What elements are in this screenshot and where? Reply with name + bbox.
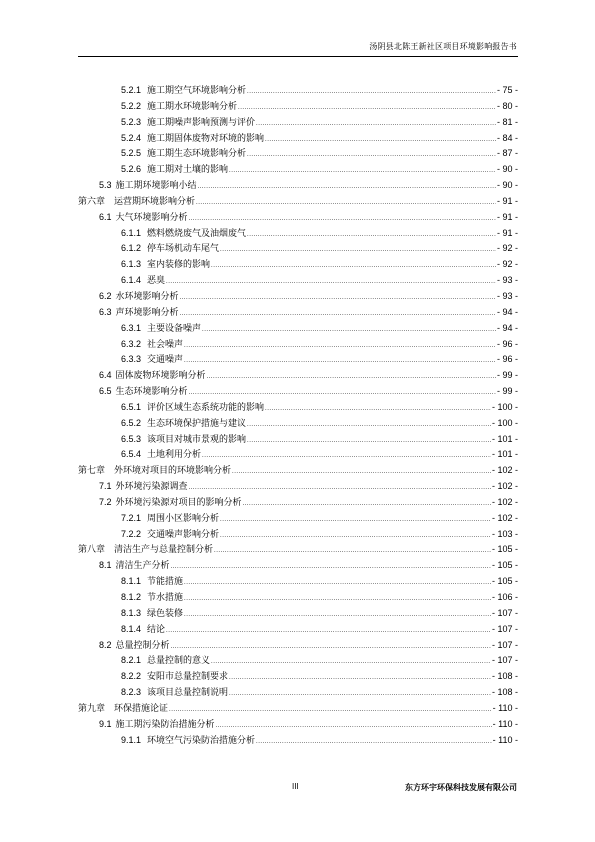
toc-dot-leader <box>207 370 496 386</box>
toc-entry-number: 8.2 <box>99 639 112 650</box>
toc-entry-title: 该项目总量控制说明 <box>147 688 229 699</box>
toc-entry[interactable] <box>78 638 518 654</box>
toc-entry-number: 5.2.6 <box>121 164 142 175</box>
toc-dot-leader <box>180 291 496 307</box>
toc-entry[interactable] <box>78 685 518 701</box>
toc-entry[interactable] <box>78 321 518 337</box>
toc-entry-title: 安阳市总量控制要求 <box>147 672 229 683</box>
toc-entry-number: 第七章 <box>78 465 106 476</box>
toc-entry-number: 6.2 <box>99 290 112 301</box>
toc-entry-title: 生态环境保护措施与建议 <box>147 418 247 429</box>
toc-entry-page: - 110 - <box>492 734 518 745</box>
toc-entry-title: 恶臭 <box>147 276 166 287</box>
toc-dot-leader <box>184 608 491 624</box>
toc-dot-leader <box>184 576 491 592</box>
toc-entry[interactable] <box>78 146 518 162</box>
toc-dot-leader <box>229 164 496 180</box>
toc-entry-page: - 102 - <box>491 481 518 492</box>
toc-entry[interactable] <box>78 289 518 305</box>
toc-entry-number: 7.2.2 <box>121 528 142 539</box>
toc-entry-page: - 94 - <box>496 306 518 317</box>
toc-entry[interactable] <box>78 210 518 226</box>
toc-entry-title: 外环境污染源对项目的影响分析 <box>115 497 242 508</box>
toc-entry-number: 5.2.3 <box>121 116 142 127</box>
toc-entry-page: - 93 - <box>496 290 518 301</box>
toc-dot-leader <box>247 148 496 164</box>
toc-entry-number: 6.5.4 <box>121 449 142 460</box>
toc-entry[interactable] <box>78 305 518 321</box>
toc-entry[interactable] <box>78 653 518 669</box>
toc-entry-title: 社会噪声 <box>147 339 184 350</box>
toc-entry-page: - 102 - <box>491 465 518 476</box>
toc-entry-page: - 102 - <box>491 496 518 507</box>
toc-entry-number: 5.3 <box>99 180 112 191</box>
toc-entry-page: - 91 - <box>496 227 518 238</box>
toc-entry-number: 第八章 <box>78 544 106 555</box>
toc-dot-leader <box>184 354 496 370</box>
toc-entry-title: 大气环境影响分析 <box>115 212 188 223</box>
toc-entry-title: 施工期生态环境影响分析 <box>147 149 247 160</box>
toc-entry-number: 5.2.4 <box>121 132 142 143</box>
toc-entry-title: 该项目对城市景观的影响 <box>147 434 247 445</box>
toc-entry-page: - 92 - <box>496 243 518 254</box>
toc-entry[interactable] <box>78 83 518 99</box>
toc-entry-title: 燃料燃烧废气及油烟废气 <box>147 228 247 239</box>
toc-entry-page: - 87 - <box>496 148 518 159</box>
toc-entry-page: - 84 - <box>496 132 518 143</box>
toc-dot-leader <box>211 259 496 275</box>
toc-dot-leader <box>229 671 491 687</box>
toc-entry[interactable] <box>78 606 518 622</box>
toc-entry-page: - 91 - <box>496 211 518 222</box>
toc-entry-page: - 103 - <box>491 528 518 539</box>
toc-entry[interactable] <box>78 527 518 543</box>
toc-entry-number: 6.1.1 <box>121 227 142 238</box>
toc-dot-leader <box>189 212 496 228</box>
toc-entry[interactable] <box>78 701 518 717</box>
table-of-contents <box>78 83 518 748</box>
toc-dot-leader <box>220 513 491 529</box>
toc-entry-number: 8.2.2 <box>121 671 142 682</box>
toc-entry[interactable] <box>78 574 518 590</box>
toc-entry[interactable] <box>78 558 518 574</box>
toc-entry-title: 结论 <box>147 624 166 635</box>
header-divider <box>78 56 518 57</box>
toc-dot-leader <box>216 719 492 735</box>
toc-entry-number: 6.3.1 <box>121 322 142 333</box>
toc-entry-title: 停车场机动车尾气 <box>147 244 220 255</box>
toc-entry-number: 8.1 <box>99 560 112 571</box>
toc-entry-number: 6.1.4 <box>121 275 142 286</box>
toc-entry[interactable] <box>78 115 518 131</box>
toc-entry[interactable] <box>78 273 518 289</box>
toc-entry-number: 7.1 <box>99 481 112 492</box>
footer-company-name: 东方环宇环保科技发展有限公司 <box>405 783 517 792</box>
toc-dot-leader <box>229 687 491 703</box>
toc-entry-number: 8.1.3 <box>121 607 142 618</box>
toc-entry[interactable] <box>78 162 518 178</box>
toc-entry-page: - 107 - <box>491 639 518 650</box>
toc-entry-number: 5.2.5 <box>121 148 142 159</box>
toc-entry-page: - 101 - <box>491 449 518 460</box>
toc-entry-number: 第六章 <box>78 195 106 206</box>
toc-entry-number: 6.4 <box>99 370 112 381</box>
toc-entry-title: 施工期噪声影响预测与评价 <box>147 117 256 128</box>
toc-dot-leader <box>247 228 496 244</box>
toc-entry[interactable] <box>78 495 518 511</box>
toc-dot-leader <box>202 449 491 465</box>
toc-dot-leader <box>247 418 491 434</box>
toc-entry-title: 清洁生产分析 <box>115 561 170 572</box>
toc-entry[interactable] <box>78 511 518 527</box>
toc-entry-title: 外环境对项目的环境影响分析 <box>114 466 232 477</box>
toc-entry-title: 清洁生产与总量控制分析 <box>114 545 214 556</box>
toc-entry-title: 周围小区影响分析 <box>147 513 220 524</box>
toc-dot-leader <box>265 402 491 418</box>
toc-entry-title: 施工期污染防治措施分析 <box>115 719 215 730</box>
toc-entry[interactable] <box>78 479 518 495</box>
toc-entry-number: 5.2.2 <box>121 100 142 111</box>
toc-dot-leader <box>220 529 491 545</box>
toc-entry[interactable] <box>78 463 518 479</box>
toc-entry-number: 7.2 <box>99 496 112 507</box>
toc-dot-leader <box>184 592 491 608</box>
toc-entry-number: 8.1.2 <box>121 592 142 602</box>
toc-entry-number: 9.1 <box>99 718 112 729</box>
toc-entry-page: - 90 - <box>496 180 518 191</box>
toc-entry-title: 外环境污染源调查 <box>115 482 188 493</box>
toc-entry-title: 声环境影响分析 <box>115 307 179 318</box>
toc-dot-leader <box>166 624 491 640</box>
toc-entry-title: 节水措施 <box>147 593 184 603</box>
toc-entry[interactable] <box>78 542 518 558</box>
toc-dot-leader <box>184 339 496 355</box>
toc-entry-page: - 81 - <box>496 116 518 127</box>
toc-entry-number: 6.5.2 <box>121 417 142 428</box>
toc-entry-title: 交通噪声影响分析 <box>147 529 220 540</box>
toc-entry-page: - 107 - <box>491 655 518 666</box>
toc-entry-number: 8.1.1 <box>121 576 142 587</box>
toc-entry-page: - 100 - <box>491 417 518 428</box>
footer-page-number: III <box>292 782 299 791</box>
toc-entry[interactable] <box>78 432 518 448</box>
toc-entry[interactable] <box>78 131 518 147</box>
toc-dot-leader <box>220 243 496 259</box>
toc-entry[interactable] <box>78 733 518 749</box>
toc-entry-page: - 100 - <box>491 401 518 412</box>
toc-entry-number: 8.2.3 <box>121 687 142 698</box>
toc-entry-title: 环境空气污染防治措施分析 <box>147 735 256 746</box>
toc-entry-title: 施工期对土壤的影响 <box>147 165 229 176</box>
running-header-title: 汤阴县北陈王新社区项目环境影响报告书 <box>369 42 517 51</box>
toc-dot-leader <box>202 323 496 339</box>
toc-entry-number: 8.2.1 <box>121 655 142 666</box>
toc-entry-page: - 99 - <box>496 386 518 397</box>
toc-entry-number: 5.2.1 <box>121 85 142 95</box>
toc-entry-number: 6.1.2 <box>121 243 142 254</box>
toc-dot-leader <box>196 196 496 212</box>
toc-entry-number: 9.1.1 <box>121 734 142 745</box>
toc-entry-title: 土地利用分析 <box>147 450 202 461</box>
toc-entry-page: - 108 - <box>491 687 518 698</box>
toc-entry-number: 8.1.4 <box>121 623 142 634</box>
toc-entry-page: - 106 - <box>491 592 518 602</box>
toc-dot-leader <box>247 85 496 101</box>
toc-dot-leader <box>238 101 496 117</box>
toc-entry-page: - 99 - <box>496 370 518 381</box>
toc-entry-page: - 110 - <box>492 702 518 713</box>
toc-entry-title: 交通噪声 <box>147 355 184 366</box>
toc-entry[interactable] <box>78 257 518 273</box>
toc-entry-number: 6.3 <box>99 306 112 317</box>
toc-dot-leader <box>265 133 496 149</box>
toc-entry-title: 施工期空气环境影响分析 <box>147 86 247 96</box>
toc-entry-page: - 96 - <box>496 354 518 365</box>
toc-entry-title: 主要设备噪声 <box>147 323 202 334</box>
toc-entry-page: - 108 - <box>491 671 518 682</box>
toc-entry-page: - 102 - <box>491 512 518 523</box>
toc-entry[interactable] <box>78 99 518 115</box>
toc-dot-leader <box>211 655 491 671</box>
toc-entry-number: 7.2.1 <box>121 512 142 523</box>
toc-entry[interactable] <box>78 178 518 194</box>
toc-entry[interactable] <box>78 241 518 257</box>
toc-entry-title: 总量控制分析 <box>115 640 170 651</box>
toc-entry-title: 绿色装修 <box>147 608 184 619</box>
toc-dot-leader <box>166 275 496 291</box>
toc-entry[interactable] <box>78 384 518 400</box>
toc-entry-title: 评价区域生态系统功能的影响 <box>147 402 265 413</box>
toc-entry[interactable] <box>78 717 518 733</box>
toc-dot-leader <box>256 735 492 751</box>
toc-entry[interactable] <box>78 669 518 685</box>
toc-dot-leader <box>214 544 491 560</box>
toc-dot-leader <box>171 640 491 656</box>
toc-entry-title: 环保措施论证 <box>114 703 169 714</box>
toc-entry[interactable] <box>78 352 518 368</box>
toc-dot-leader <box>171 560 491 576</box>
toc-entry[interactable] <box>78 590 518 606</box>
toc-entry-page: - 75 - <box>496 85 518 95</box>
toc-entry-page: - 107 - <box>491 623 518 634</box>
toc-entry-title: 运营期环境影响分析 <box>114 196 196 207</box>
toc-entry-page: - 110 - <box>492 718 518 729</box>
toc-entry-page: - 93 - <box>496 275 518 286</box>
toc-entry-page: - 90 - <box>496 164 518 175</box>
toc-entry-number: 6.3.2 <box>121 338 142 349</box>
toc-entry[interactable] <box>78 337 518 353</box>
toc-entry[interactable] <box>78 622 518 638</box>
toc-entry-title: 生态环境影响分析 <box>115 387 188 398</box>
toc-entry-page: - 105 - <box>491 544 518 555</box>
toc-dot-leader <box>169 703 492 719</box>
toc-entry-page: - 96 - <box>496 338 518 349</box>
toc-entry-title: 总量控制的意义 <box>147 656 211 667</box>
toc-entry-page: - 107 - <box>491 607 518 618</box>
toc-entry-number: 6.5.1 <box>121 401 142 412</box>
toc-entry-title: 施工期水环境影响分析 <box>147 101 238 112</box>
toc-dot-leader <box>256 117 496 133</box>
toc-dot-leader <box>189 386 496 402</box>
toc-entry-number: 6.1 <box>99 211 112 222</box>
toc-entry-page: - 91 - <box>496 195 518 206</box>
toc-dot-leader <box>243 497 491 513</box>
toc-entry-page: - 92 - <box>496 259 518 270</box>
toc-entry-title: 节能措施 <box>147 577 184 588</box>
toc-entry-title: 水环境影响分析 <box>115 291 179 302</box>
toc-dot-leader <box>198 180 496 196</box>
toc-entry-title: 施工期固体废物对环境的影响 <box>147 133 265 144</box>
toc-entry-page: - 80 - <box>496 100 518 111</box>
toc-entry-number: 6.1.3 <box>121 259 142 270</box>
toc-entry-title: 室内装修的影响 <box>147 260 211 271</box>
toc-entry-title: 施工期环境影响小结 <box>115 181 197 192</box>
toc-dot-leader <box>247 434 491 450</box>
toc-entry-number: 6.5.3 <box>121 433 142 444</box>
toc-dot-leader <box>189 481 491 497</box>
toc-entry-number: 6.5 <box>99 386 112 397</box>
toc-dot-leader <box>232 465 491 481</box>
toc-entry[interactable] <box>78 416 518 432</box>
toc-entry-page: - 94 - <box>496 322 518 333</box>
toc-dot-leader <box>180 307 496 323</box>
toc-entry-page: - 105 - <box>491 576 518 587</box>
toc-entry-title: 固体废物环境影响分析 <box>115 371 206 382</box>
toc-entry-page: - 105 - <box>491 560 518 571</box>
toc-entry[interactable] <box>78 226 518 242</box>
toc-entry-page: - 101 - <box>491 433 518 444</box>
toc-entry-number: 6.3.3 <box>121 354 142 365</box>
toc-entry[interactable] <box>78 194 518 210</box>
toc-entry[interactable] <box>78 368 518 384</box>
toc-entry[interactable] <box>78 447 518 463</box>
toc-entry[interactable] <box>78 400 518 416</box>
toc-entry-number: 第九章 <box>78 702 106 713</box>
